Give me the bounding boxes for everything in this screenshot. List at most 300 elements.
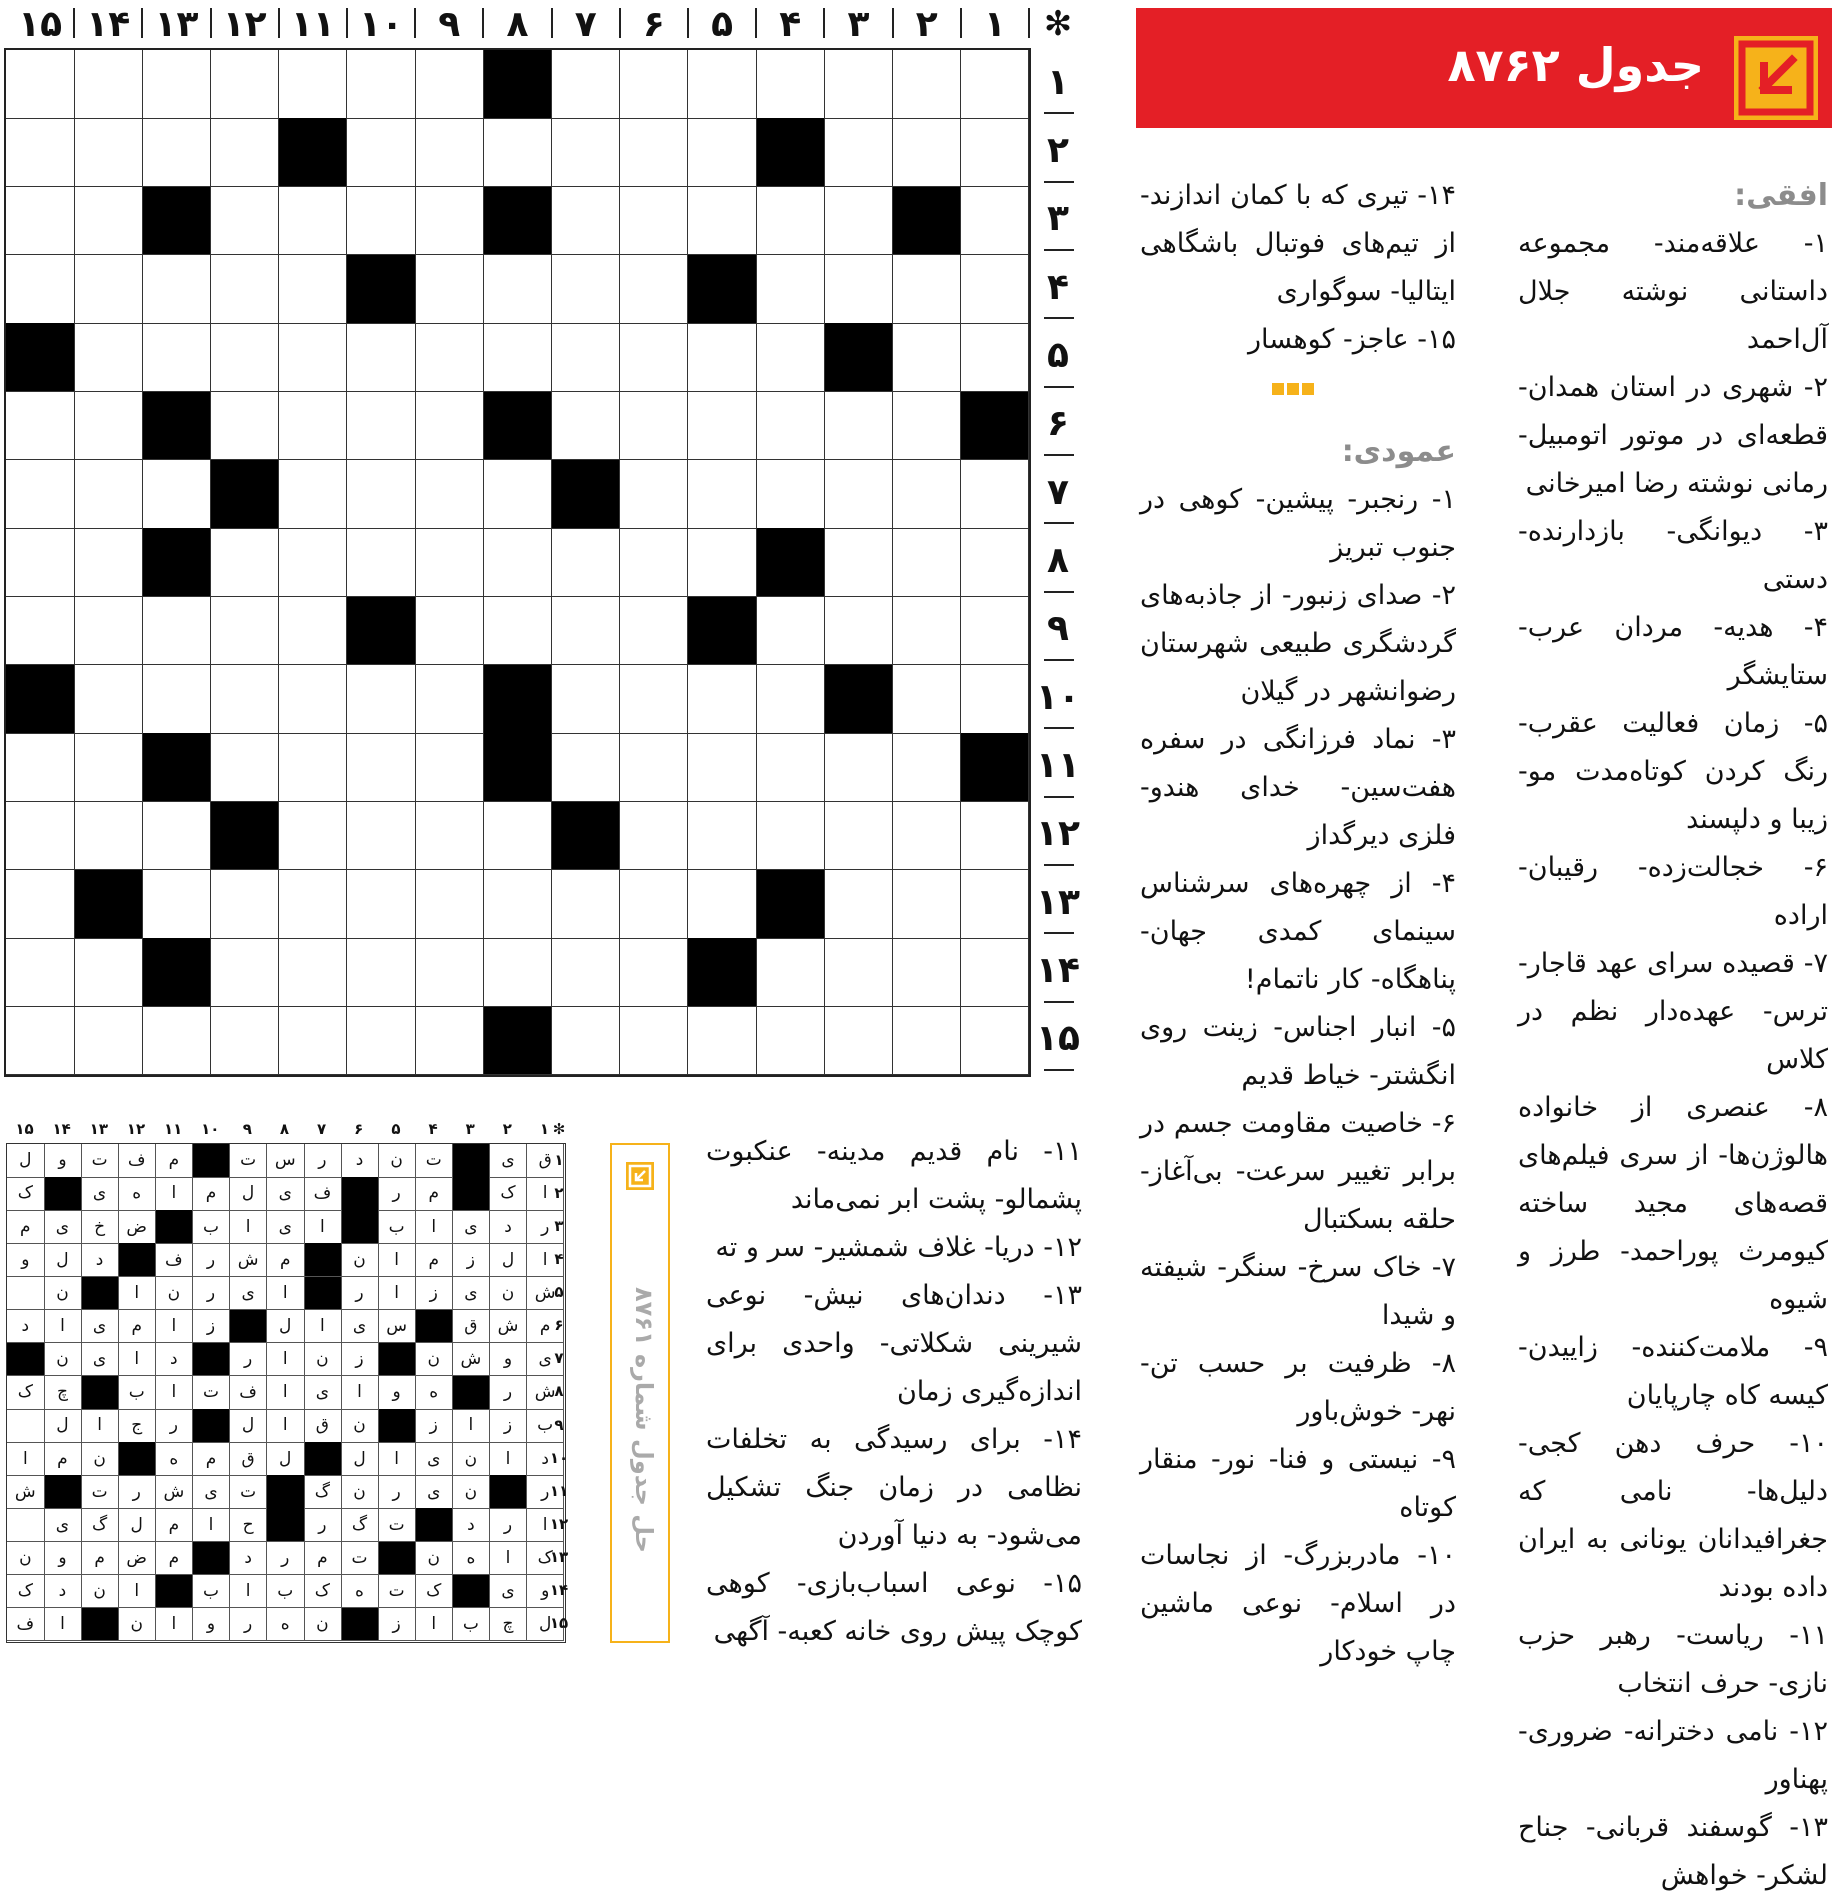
grid-cell[interactable]	[824, 597, 893, 666]
grid-cell[interactable]	[620, 323, 689, 392]
solution-cell: ا	[415, 1608, 453, 1642]
grid-cell[interactable]	[347, 118, 416, 187]
grid-cell[interactable]	[552, 392, 621, 461]
grid-cell[interactable]	[893, 528, 962, 597]
grid-cell[interactable]	[756, 802, 825, 871]
grid-cell[interactable]	[620, 870, 689, 939]
solution-cell: ل	[44, 1409, 82, 1443]
grid-cell[interactable]	[483, 870, 552, 939]
grid-cell[interactable]	[6, 392, 75, 461]
solution-row-number: ۱	[554, 1150, 564, 1169]
grid-cell[interactable]	[688, 323, 757, 392]
grid-cell[interactable]	[211, 1007, 280, 1076]
solution-cell: ض	[118, 1210, 156, 1244]
solution-cell: د	[44, 1575, 82, 1609]
grid-cell[interactable]	[347, 665, 416, 734]
solution-cell: د	[230, 1542, 268, 1576]
grid-cell[interactable]	[6, 460, 75, 529]
grid-cell[interactable]	[347, 802, 416, 871]
grid-cell[interactable]	[6, 255, 75, 324]
grid-cell[interactable]	[688, 528, 757, 597]
grid-cell[interactable]	[893, 460, 962, 529]
solution-cell: ل	[267, 1310, 305, 1344]
grid-cell[interactable]	[961, 187, 1030, 256]
clue-text: ۳- نماد فرزانگی در سفره هفت‌سین- خدای هندو- فلزی دیرگداز	[1140, 724, 1456, 851]
row-number: ۱۵	[1036, 1018, 1080, 1060]
grid-cell[interactable]	[483, 323, 552, 392]
grid-cell[interactable]	[483, 528, 552, 597]
grid-cell[interactable]	[893, 118, 962, 187]
solution-cell: ا	[118, 1277, 156, 1311]
solution-cell: ه	[341, 1575, 379, 1609]
grid-cell[interactable]	[415, 323, 484, 392]
solution-cell: ی	[267, 1177, 305, 1211]
grid-cell[interactable]	[756, 255, 825, 324]
grid-cell[interactable]	[824, 1007, 893, 1076]
grid-cell[interactable]	[552, 870, 621, 939]
solution-black-cell	[156, 1575, 194, 1609]
grid-cell[interactable]	[483, 255, 552, 324]
grid-cell[interactable]	[961, 255, 1030, 324]
grid-cell[interactable]	[6, 50, 75, 119]
grid-cell[interactable]	[688, 187, 757, 256]
grid-cell[interactable]	[279, 460, 348, 529]
solution-cell: ی	[490, 1575, 528, 1609]
grid-cell[interactable]	[620, 118, 689, 187]
grid-cell[interactable]	[6, 1007, 75, 1076]
grid-cell[interactable]	[347, 870, 416, 939]
grid-cell[interactable]	[552, 938, 621, 1007]
grid-cell[interactable]	[74, 733, 143, 802]
grid-cell[interactable]	[893, 597, 962, 666]
solution-cell: ر	[378, 1475, 416, 1509]
black-cell	[688, 255, 757, 324]
grid-cell[interactable]	[756, 50, 825, 119]
solution-cell: د	[341, 1144, 379, 1178]
solution-cell: ق	[527, 1144, 565, 1178]
grid-cell[interactable]	[688, 460, 757, 529]
grid-cell[interactable]	[6, 528, 75, 597]
grid-cell[interactable]	[620, 802, 689, 871]
grid-cell[interactable]	[483, 938, 552, 1007]
grid-cell[interactable]	[824, 50, 893, 119]
grid-cell[interactable]	[961, 665, 1030, 734]
grid-cell[interactable]	[142, 802, 211, 871]
black-cell	[142, 938, 211, 1007]
solution-cell: ی	[304, 1376, 342, 1410]
grid-cell[interactable]	[279, 733, 348, 802]
grid-cell[interactable]	[415, 870, 484, 939]
column-number: ۷	[574, 3, 597, 45]
column-separator	[346, 8, 348, 38]
clue-text: ۱۲- نامی دخترانه- ضروری- پهناور	[1518, 1716, 1828, 1795]
grid-cell[interactable]	[552, 50, 621, 119]
grid-cell[interactable]	[142, 1007, 211, 1076]
grid-cell[interactable]	[6, 870, 75, 939]
column-separator	[141, 8, 143, 38]
grid-cell[interactable]	[279, 1007, 348, 1076]
grid-cell[interactable]	[211, 870, 280, 939]
grid-cell[interactable]	[347, 528, 416, 597]
grid-cell[interactable]	[211, 597, 280, 666]
solution-cell: م	[193, 1177, 231, 1211]
column-separator	[892, 8, 894, 38]
solution-cell: ر	[490, 1376, 528, 1410]
black-cell	[142, 187, 211, 256]
grid-cell[interactable]	[142, 870, 211, 939]
header-bar	[1136, 8, 1832, 128]
grid-cell[interactable]	[961, 460, 1030, 529]
grid-cell[interactable]	[961, 1007, 1030, 1076]
solution-black-cell	[490, 1475, 528, 1509]
solution-cell: ا	[44, 1608, 82, 1642]
column-separator	[278, 8, 280, 38]
grid-cell[interactable]	[688, 870, 757, 939]
grid-cell[interactable]	[74, 392, 143, 461]
grid-cell[interactable]	[415, 392, 484, 461]
grid-cell[interactable]	[74, 938, 143, 1007]
solution-cell: ی	[267, 1210, 305, 1244]
solution-row-number: ۱۵	[549, 1614, 569, 1633]
solution-cell: ی	[81, 1310, 119, 1344]
grid-cell[interactable]	[6, 802, 75, 871]
grid-cell[interactable]	[74, 528, 143, 597]
grid-cell[interactable]	[893, 392, 962, 461]
solution-cell: ن	[341, 1409, 379, 1443]
grid-cell[interactable]	[415, 802, 484, 871]
solution-black-cell	[453, 1177, 491, 1211]
solution-cell: م	[527, 1310, 565, 1344]
solution-cell: ی	[230, 1277, 268, 1311]
solution-cell: ش	[7, 1475, 45, 1509]
grid-cell[interactable]	[415, 665, 484, 734]
solution-cell: خ	[81, 1210, 119, 1244]
solution-black-cell	[453, 1575, 491, 1609]
grid-cell[interactable]	[620, 597, 689, 666]
column-number: ۲	[915, 3, 938, 45]
solution-cell: و	[490, 1343, 528, 1377]
grid-cell[interactable]	[211, 665, 280, 734]
solution-row-number: ۷	[554, 1349, 564, 1368]
solution-black-cell	[378, 1409, 416, 1443]
clue-text: ۷- خاک سرخ- سنگر- شیفته و شیدا	[1140, 1252, 1456, 1331]
grid-cell[interactable]	[893, 733, 962, 802]
grid-cell[interactable]	[552, 597, 621, 666]
row-number: ۶	[1047, 403, 1069, 445]
solution-black-cell	[378, 1343, 416, 1377]
grid-cell[interactable]	[893, 870, 962, 939]
solution-cell: چ	[490, 1608, 528, 1642]
solution-cell: ن	[44, 1277, 82, 1311]
clue-text: ۲- شهری در استان همدان- قطعه‌ای در موتور اتومبیل- رمانی نوشته رضا امیرخانی	[1518, 372, 1828, 499]
grid-cell[interactable]	[6, 597, 75, 666]
grid-cell[interactable]	[961, 50, 1030, 119]
grid-cell[interactable]	[74, 460, 143, 529]
grid-cell[interactable]	[552, 118, 621, 187]
grid-cell[interactable]	[279, 528, 348, 597]
grid-cell[interactable]	[620, 733, 689, 802]
grid-cell[interactable]	[756, 665, 825, 734]
solution-cell: ا	[118, 1343, 156, 1377]
grid-cell[interactable]	[74, 597, 143, 666]
grid-cell[interactable]	[961, 802, 1030, 871]
grid-cell[interactable]	[893, 323, 962, 392]
solution-cell: ا	[230, 1210, 268, 1244]
grid-cell[interactable]	[552, 733, 621, 802]
grid-cell[interactable]	[552, 1007, 621, 1076]
grid-cell[interactable]	[620, 187, 689, 256]
row-number: ۵	[1047, 334, 1069, 376]
grid-cell[interactable]	[279, 870, 348, 939]
clue-text: ۶- خجالت‌زده- رقیبان- اراده	[1518, 852, 1828, 931]
grid-cell[interactable]	[279, 323, 348, 392]
grid-cell[interactable]	[620, 460, 689, 529]
grid-cell[interactable]	[279, 802, 348, 871]
grid-cell[interactable]	[74, 1007, 143, 1076]
grid-cell[interactable]	[688, 50, 757, 119]
grid-cell[interactable]	[756, 323, 825, 392]
grid-cell[interactable]	[415, 187, 484, 256]
solution-cell: و	[44, 1542, 82, 1576]
solution-cell: ا	[527, 1177, 565, 1211]
grid-cell[interactable]	[893, 50, 962, 119]
grid-cell[interactable]	[74, 50, 143, 119]
grid-cell[interactable]	[6, 733, 75, 802]
solution-cell: ل	[230, 1177, 268, 1211]
grid-cell[interactable]	[74, 323, 143, 392]
grid-cell[interactable]	[279, 392, 348, 461]
solution-cell: ز	[490, 1409, 528, 1443]
row-separator	[1044, 659, 1074, 661]
grid-cell[interactable]	[688, 392, 757, 461]
grid-cell[interactable]	[279, 938, 348, 1007]
grid-cell[interactable]	[74, 802, 143, 871]
grid-cell[interactable]	[756, 1007, 825, 1076]
grid-cell[interactable]	[483, 118, 552, 187]
grid-cell[interactable]	[347, 187, 416, 256]
grid-cell[interactable]	[756, 938, 825, 1007]
clue-text: ۷- قصیده سرای عهد قاجار- ترس- عهده‌دار نظم در کلاس	[1518, 948, 1828, 1075]
clue-text: ۴- از چهره‌های سرشناس سینمای کمدی جهان- پناهگاه- کار ناتمام!	[1140, 868, 1456, 995]
grid-cell[interactable]	[347, 50, 416, 119]
solution-black-cell	[81, 1608, 119, 1642]
solution-black-cell	[378, 1542, 416, 1576]
solution-cell: ب	[193, 1575, 231, 1609]
grid-cell[interactable]	[824, 938, 893, 1007]
grid-cell[interactable]	[415, 50, 484, 119]
grid-cell[interactable]	[552, 187, 621, 256]
grid-cell[interactable]	[483, 802, 552, 871]
grid-cell[interactable]	[893, 802, 962, 871]
row-number: ۱	[1047, 61, 1069, 103]
row-number: ۲	[1047, 129, 1069, 171]
column-number: ۹	[438, 3, 461, 45]
solution-cell: ا	[378, 1277, 416, 1311]
grid-cell[interactable]	[142, 460, 211, 529]
solution-black-cell	[44, 1177, 82, 1211]
grid-cell[interactable]	[211, 392, 280, 461]
grid-cell[interactable]	[211, 118, 280, 187]
grid-cell[interactable]	[415, 597, 484, 666]
grid-cell[interactable]	[347, 392, 416, 461]
grid-cell[interactable]	[688, 1007, 757, 1076]
row-separator	[1044, 317, 1074, 319]
column-number: ۱۲	[222, 3, 267, 45]
solution-cell: ل	[230, 1409, 268, 1443]
black-cell	[347, 255, 416, 324]
solution-cell: م	[415, 1243, 453, 1277]
solution-cell: ز	[415, 1409, 453, 1443]
grid-cell[interactable]	[824, 733, 893, 802]
grid-cell[interactable]	[279, 187, 348, 256]
grid-cell[interactable]	[824, 118, 893, 187]
grid-cell[interactable]	[824, 802, 893, 871]
grid-cell[interactable]	[620, 1007, 689, 1076]
clue-text: ۱۵- عاجز- کوهسار	[1248, 324, 1456, 355]
solution-cell: ز	[378, 1608, 416, 1642]
row-separator	[1044, 112, 1074, 114]
solution-row-number: ۶	[554, 1316, 564, 1335]
grid-cell[interactable]	[824, 392, 893, 461]
grid-cell[interactable]	[688, 665, 757, 734]
clue-text: ۲- صدای زنبور- از جاذبه‌های گردشگری طبیعی شهرستان رضوانشهر در گیلان	[1140, 580, 1456, 707]
grid-cell[interactable]	[279, 597, 348, 666]
solution-cell: ف	[156, 1243, 194, 1277]
grid-cell[interactable]	[415, 733, 484, 802]
grid-cell[interactable]	[415, 1007, 484, 1076]
grid-cell[interactable]	[961, 870, 1030, 939]
grid-cell[interactable]	[415, 528, 484, 597]
grid-cell[interactable]	[688, 733, 757, 802]
solution-cell: ن	[7, 1542, 45, 1576]
grid-cell[interactable]	[756, 460, 825, 529]
solution-cell: ا	[527, 1508, 565, 1542]
solution-cell: ل	[44, 1243, 82, 1277]
grid-cell[interactable]	[620, 392, 689, 461]
solution-black-cell	[304, 1243, 342, 1277]
solution-black-cell	[193, 1343, 231, 1377]
solution-cell: ن	[81, 1575, 119, 1609]
grid-cell[interactable]	[6, 187, 75, 256]
grid-cell[interactable]	[74, 118, 143, 187]
grid-cell[interactable]	[279, 665, 348, 734]
grid-cell[interactable]	[74, 255, 143, 324]
grid-cell[interactable]	[961, 528, 1030, 597]
grid-cell[interactable]	[756, 187, 825, 256]
black-cell	[142, 528, 211, 597]
divider-dots	[1272, 380, 1317, 399]
solution-cell: ی	[81, 1343, 119, 1377]
solution-black-cell	[453, 1144, 491, 1178]
black-cell	[483, 733, 552, 802]
grid-cell[interactable]	[347, 938, 416, 1007]
grid-cell[interactable]	[415, 938, 484, 1007]
grid-cell[interactable]	[620, 528, 689, 597]
grid-cell[interactable]	[961, 118, 1030, 187]
grid-cell[interactable]	[347, 1007, 416, 1076]
grid-cell[interactable]	[620, 50, 689, 119]
grid-cell[interactable]	[893, 255, 962, 324]
grid-cell[interactable]	[552, 323, 621, 392]
clue-text: ۱۵- نوعی اسباب‌بازی- کوهی کوچک پیش روی خانه کعبه- آگهی	[706, 1568, 1082, 1647]
grid-cell[interactable]	[142, 323, 211, 392]
grid-cell[interactable]	[415, 118, 484, 187]
column-number: ۸	[506, 3, 529, 45]
grid-cell[interactable]	[211, 528, 280, 597]
grid-cell[interactable]	[756, 597, 825, 666]
solution-cell: ن	[415, 1343, 453, 1377]
grid-cell[interactable]	[74, 187, 143, 256]
grid-cell[interactable]	[483, 597, 552, 666]
grid-cell[interactable]	[142, 597, 211, 666]
grid-cell[interactable]	[74, 665, 143, 734]
solution-cell: ا	[156, 1376, 194, 1410]
grid-cell[interactable]	[756, 733, 825, 802]
grid-cell[interactable]	[211, 255, 280, 324]
grid-cell[interactable]	[483, 460, 552, 529]
grid-cell[interactable]	[620, 665, 689, 734]
grid-cell[interactable]	[552, 255, 621, 324]
grid-cell[interactable]	[211, 50, 280, 119]
grid-cell[interactable]	[211, 733, 280, 802]
grid-cell[interactable]	[961, 323, 1030, 392]
grid-cell[interactable]	[893, 665, 962, 734]
grid-cell[interactable]	[893, 938, 962, 1007]
grid-cell[interactable]	[6, 118, 75, 187]
grid-cell[interactable]	[142, 50, 211, 119]
grid-cell[interactable]	[415, 255, 484, 324]
grid-cell[interactable]	[824, 528, 893, 597]
grid-cell[interactable]	[824, 187, 893, 256]
grid-cell[interactable]	[961, 938, 1030, 1007]
column-separator	[687, 8, 689, 38]
grid-cell[interactable]	[279, 255, 348, 324]
grid-cell[interactable]	[756, 392, 825, 461]
grid-cell[interactable]	[211, 938, 280, 1007]
grid-cell[interactable]	[620, 255, 689, 324]
grid-cell[interactable]	[142, 118, 211, 187]
solution-cell: ت	[81, 1475, 119, 1509]
solution-cell	[7, 1508, 45, 1542]
grid-cell[interactable]	[552, 528, 621, 597]
grid-cell[interactable]	[211, 187, 280, 256]
row-separator	[1044, 249, 1074, 251]
grid-cell[interactable]	[893, 1007, 962, 1076]
row-separator	[1044, 181, 1074, 183]
grid-cell[interactable]	[824, 870, 893, 939]
grid-cell[interactable]	[6, 938, 75, 1007]
grid-cell[interactable]	[347, 733, 416, 802]
grid-cell[interactable]	[142, 665, 211, 734]
grid-cell[interactable]	[688, 802, 757, 871]
grid-cell[interactable]	[688, 118, 757, 187]
grid-cell[interactable]	[824, 255, 893, 324]
grid-cell[interactable]	[279, 50, 348, 119]
grid-cell[interactable]	[415, 460, 484, 529]
grid-cell[interactable]	[552, 665, 621, 734]
grid-cell[interactable]	[620, 938, 689, 1007]
grid-cell[interactable]	[347, 460, 416, 529]
grid-cell[interactable]	[824, 460, 893, 529]
solution-cell: ن	[490, 1277, 528, 1311]
black-cell	[483, 665, 552, 734]
solution-row-number: ۱۳	[549, 1548, 569, 1567]
solution-cell: ق	[304, 1409, 342, 1443]
grid-cell[interactable]	[211, 323, 280, 392]
grid-cell[interactable]	[347, 323, 416, 392]
grid-cell[interactable]	[142, 255, 211, 324]
grid-cell[interactable]	[961, 597, 1030, 666]
